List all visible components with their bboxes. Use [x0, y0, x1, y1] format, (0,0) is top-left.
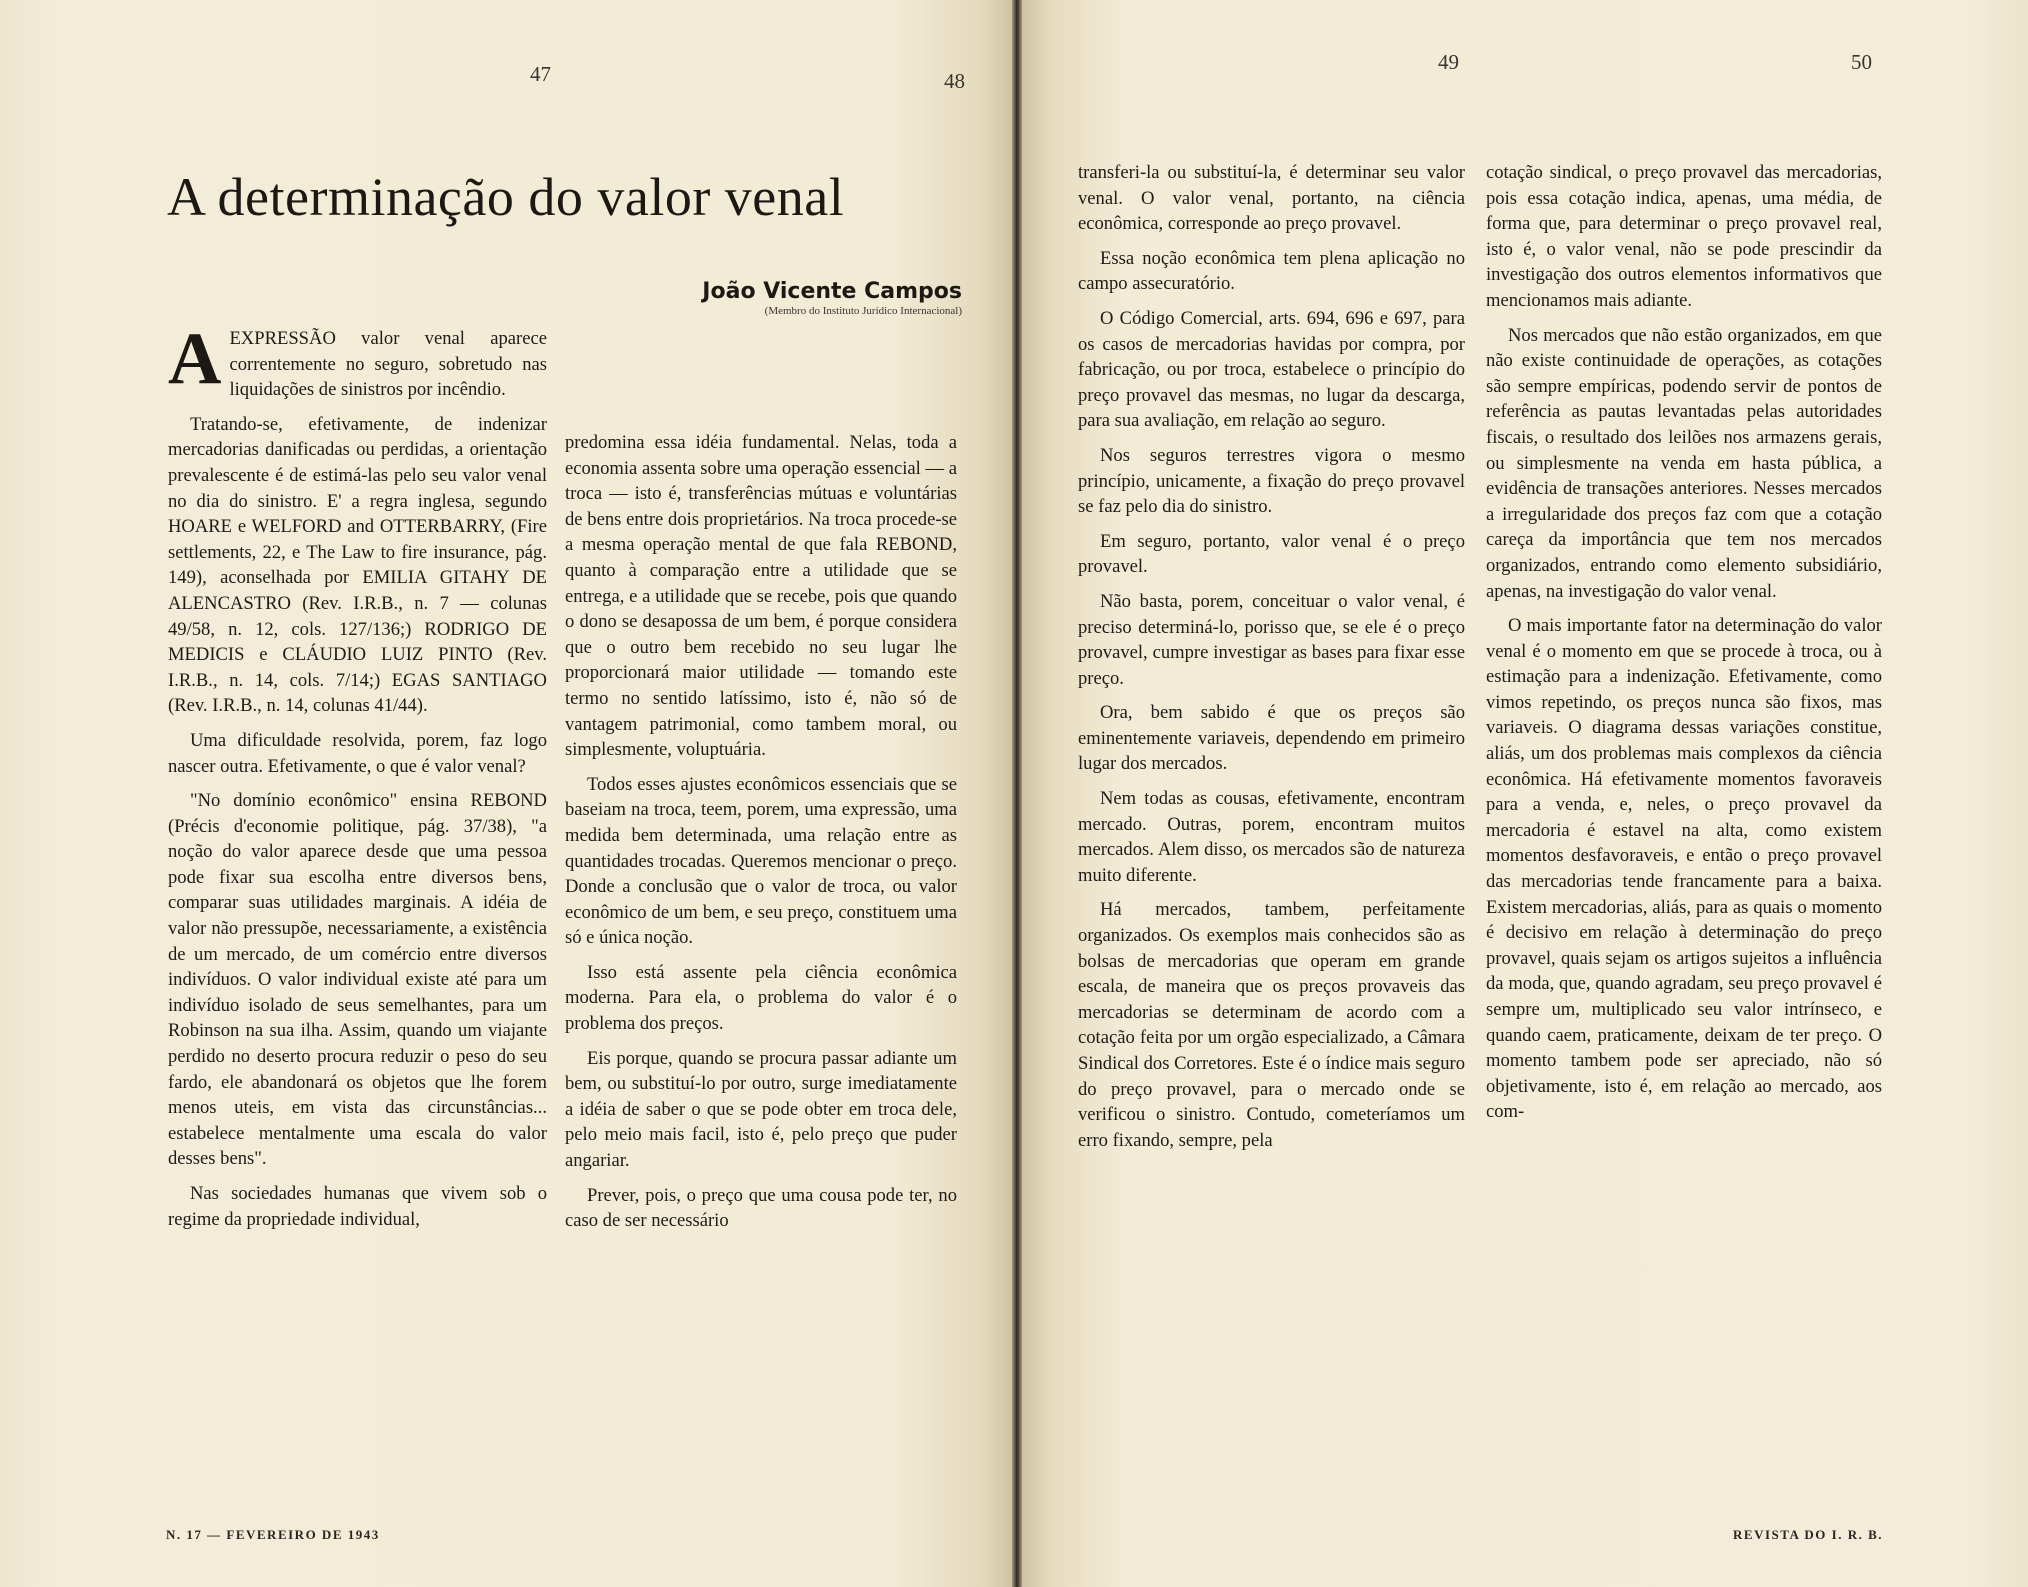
- paragraph-2-3: Isso está assente pela ciência econômica moderna. Para ela, o problema do valor é o problema dos preços.: [565, 961, 957, 1035]
- paragraph-2-2: Todos esses ajustes econômicos essenciais que se baseiam na troca, teem, porem, uma expressão, uma medida bem determinada, uma relação entre as quantidades trocadas. Queremos mencionar o preço. Donde a conclusão que o valor de troca, ou valor econômico de um bem, e seu preço, constituem uma só e única noção.: [565, 773, 957, 949]
- page-number-47: 47: [530, 62, 551, 86]
- paragraph-1-3: Uma dificuldade resolvida, porem, faz logo nascer outra. Efetivamente, o que é valor venal?: [168, 729, 547, 777]
- paragraph-1-1: AEXPRESSÃO valor venal aparece correntemente no seguro, sobretudo nas liquidações de sinistros por incêndio.: [168, 318, 547, 401]
- column-2: [565, 430, 957, 1243]
- paragraph-2-5: Prever, pois, o preço que uma cousa pode ter, no caso de ser necessário: [565, 1184, 957, 1232]
- paragraph-4-3: O mais importante fator na determinação do valor venal é o momento em que se procede à troca, ou à estimação para a indenização. Efetivamente, como vimos repetindo, os preços nunca são fixos, mas variaveis. O diagrama dessas variações constitue, aliás, um dos problemas mais complexos da ciência econômica. Há efetivamente momentos favoraveis para a venda, e, neles, o preço provavel da mercadoria é estavel na alta, como existem momentos desfavoraveis, e então o preço provavel das mercadorias tende francamente para a baixa. Existem mercadorias, aliás, para as quais o momento é decisivo em relação à determinação do preço provavel, quais sejam os artigos sujeitos a influência da moda, que, quando agradam, seu preço provavel é sempre um, multiplicado seu valor intrínseco, e quando caem, praticamente, deixam de ter preço. O momento tambem pode ser apreciado, não só objetivamente, isto é, em relação ao mercado, aos com-: [1486, 615, 1882, 1123]
- paragraph-3-4: Nos seguros terrestres vigora o mesmo princípio, unicamente, a fixação do preço provavel se faz pelo dia do sinistro.: [1078, 444, 1465, 518]
- paragraph-1-2: Tratando-se, efetivamente, de indenizar mercadorias danificadas ou perdidas, a orientação prevalescente é de estimá-las pelo seu valor venal no dia do sinistro. E' a regra inglesa, segundo HOARE e WELFORD and OTTERBARRY, (Fire settlements, 22, e The Law to fire insurance, pág. 149), aconselhada por EMILIA GITAHY DE ALENCASTRO (Rev. I.R.B., n. 7 — colunas 49/58, n. 12, cols. 127/136;) RODRIGO DE MEDICIS e CLÁUDIO LUIZ PINTO (Rev. I.R.B., n. 14, cols. 7/14;) EGAS SANTIAGO (Rev. I.R.B., n. 14, colunas 41/44).: [168, 413, 547, 717]
- column-1: [168, 318, 547, 1241]
- page-number-48: 48: [944, 69, 965, 93]
- paragraph-3-9: Há mercados, tambem, perfeitamente organizados. Os exemplos mais conhecidos são as bolsas de mercadorias que operam em grande escala, de maneira que os preços provaveis das mercadorias se determinam de acordo com a cotação feita por um orgão especializado, a Câmara Sindical dos Corretores. Este é o índice mais seguro do preço provavel, para o mercado onde se verificou o sinistro. Contudo, cometeríamos um erro fixando, sempre, pela: [1078, 899, 1465, 1151]
- author-affiliation: (Membro do Instituto Jurídico Internacional): [764, 305, 962, 317]
- paragraph-3-3: O Código Comercial, arts. 694, 696 e 697, para os casos de mercadorias havidas por compra, por fabricação, ou por troca, estabelece o princípio do preço provavel das mesmas, no lugar da descarga, para sua avaliação, em relação ao seguro.: [1078, 307, 1465, 432]
- column-3: [1078, 160, 1465, 1162]
- paragraph-3-5: Em seguro, portanto, valor venal é o preço provavel.: [1078, 530, 1465, 578]
- paragraph-4-2: Nos mercados que não estão organizados, em que não existe continuidade de operações, as cotações são sempre empíricas, podendo servir de pontos de referência as pautas levantadas pelas autoridades fiscais, o resultado dos leilões nos armazens gerais, ou simplesmente na venda em hasta pública, a evidência de transações anteriores. Nesses mercados a irregularidade dos preços faz com que a cotação careça da importância que tem nos mercados organizados, entrando como elemento subsidiário, apenas, na investigação do valor venal.: [1486, 324, 1882, 602]
- footer-issue: N. 17 — FEVEREIRO DE 1943: [166, 1527, 380, 1542]
- paragraph-2-1: predomina essa idéia fundamental. Nelas, toda a economia assenta sobre uma operação essencial — a troca — isto é, transferências mútuas e voluntárias de bens entre dois proprietários. Na troca procede-se a mesma operação mental de que fala REBOND, quanto à comparação entre a utilidade que se entrega, e a utilidade que se recebe, pois que quando o dono se desapossa de um bem, é porque considera que o outro bem recebido no seu lugar lhe proporcionará maior utilidade — tomando este termo no sentido latíssimo, isto é, não só de vantagem patrimonial, como tambem moral, ou simplesmente, voluptuária.: [565, 432, 957, 761]
- paragraph-3-7: Ora, bem sabido é que os preços são eminentemente variaveis, dependendo em primeiro lugar dos mercados.: [1078, 702, 1465, 775]
- book-gutter: [1012, 0, 1022, 1587]
- drop-cap: A: [168, 318, 222, 400]
- footer-journal: REVISTA DO I. R. B.: [1733, 1527, 1883, 1542]
- paragraph-3-1: transferi-la ou substituí-la, é determinar seu valor venal. O valor venal, portanto, na ciência econômica, corresponde ao preço provavel.: [1078, 162, 1465, 235]
- paragraph-3-6: Não basta, porem, conceituar o valor venal, é preciso determiná-lo, porisso que, se ele é o preço provavel, cumpre investigar as bases para fixar esse preço.: [1078, 590, 1465, 689]
- page-number-50: 50: [1851, 50, 1872, 74]
- paragraph-1-5: Nas sociedades humanas que vivem sob o regime da propriedade individual,: [168, 1183, 547, 1230]
- left-page: [0, 0, 1012, 1587]
- right-page: [1022, 0, 2028, 1587]
- author-block: [702, 279, 962, 317]
- paragraph-3-2: Essa noção econômica tem plena aplicação no campo assecuratório.: [1078, 247, 1465, 295]
- paragraph-4-1: cotação sindical, o preço provavel das mercadorias, pois essa cotação indica, apenas, uma média, de forma que, para determinar o preço provavel real, isto é, o valor venal, não se pode prescindir da investigação dos outros elementos informativos que mencionamos mais adiante.: [1486, 162, 1882, 311]
- article-title: A determinação do valor venal: [167, 167, 845, 227]
- column-4: [1486, 160, 1882, 1134]
- paragraph-3-8: Nem todas as cousas, efetivamente, encontram mercado. Outras, porem, encontram muitos mercados. Alem disso, os mercados são de natureza muito diferente.: [1078, 788, 1465, 886]
- author-name: João Vicente Campos: [702, 279, 962, 304]
- paragraph-2-4: Eis porque, quando se procura passar adiante um bem, ou substituí-lo por outro, surge imediatamente a idéia de saber o que se pode obter em troca dele, pelo meio mais facil, isto é, pelo preço que puder angariar.: [565, 1047, 957, 1172]
- paragraph-1-4: "No domínio econômico" ensina REBOND (Précis d'economie politique, pág. 37/38), "a noção do valor aparece desde que uma pessoa pode fixar sua escolha entre diversos bens, comparar suas utilidades marginais. A idéia de valor não pressupõe, necessariamente, a existência de um mercado, de um comércio entre diversos indivíduos. O valor individual existe até para um indivíduo isolado de seus semelhantes, para um Robinson na sua ilha. Assim, quando um viajante perdido no deserto procura reduzir o peso do seu fardo, ele abandonará os objetos que lhe forem menos uteis, em vista das circunstâncias... estabelece mentalmente uma escala do valor desses bens".: [168, 790, 547, 1170]
- page-number-49: 49: [1438, 50, 1459, 74]
